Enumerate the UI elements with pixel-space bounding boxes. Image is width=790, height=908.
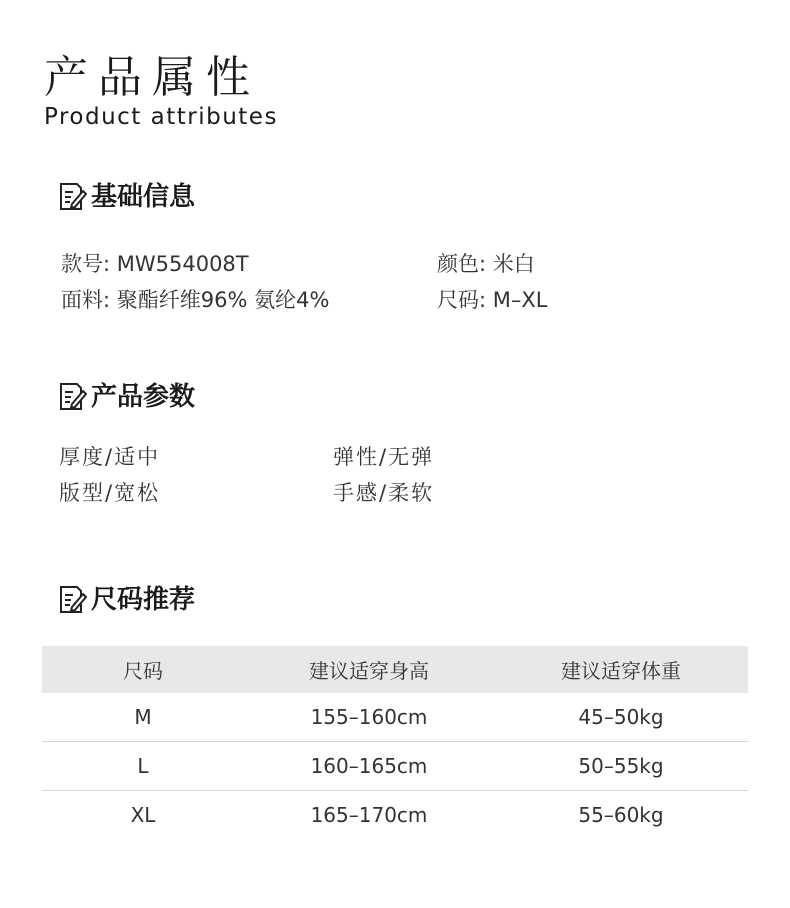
header-weight: 建议适穿体重 <box>494 646 748 693</box>
cell-weight: 50–55kg <box>494 742 748 791</box>
section-heading-label: 产品参数 <box>91 382 196 412</box>
table-row <box>42 791 748 840</box>
param-thickness: 厚度/适中 <box>59 445 161 469</box>
cell-weight: 55–60kg <box>578 803 664 827</box>
header-height: 建议适穿身高 <box>244 646 494 693</box>
header-size: 尺码 <box>42 646 244 693</box>
style-number: 款号: MW554008T <box>61 252 249 276</box>
cell-height: 165–170cm <box>310 803 428 827</box>
section-heading-basic <box>59 180 195 214</box>
cell-height: 155–160cm <box>244 693 494 742</box>
cell-size: M <box>42 693 244 742</box>
size-table <box>42 646 748 839</box>
table-row <box>42 742 748 791</box>
param-fit: 版型/宽松 <box>59 481 161 505</box>
page-title: 产品属性 <box>44 52 260 103</box>
size-range: 尺码: M–XL <box>437 288 548 312</box>
section-heading-size <box>59 583 195 617</box>
table-header-row <box>42 646 748 693</box>
table-row <box>42 693 748 742</box>
fabric-value: 面料: 聚酯纤维96% 氨纶4% <box>61 288 330 312</box>
page-subtitle: Product attributes <box>44 104 278 130</box>
section-heading-label: 尺码推荐 <box>91 585 196 615</box>
section-heading-label: 基础信息 <box>91 182 196 212</box>
color-value: 颜色: 米白 <box>437 252 535 276</box>
cell-size: XL <box>130 803 156 827</box>
param-elasticity: 弹性/无弹 <box>333 445 435 469</box>
cell-height: 160–165cm <box>244 742 494 791</box>
edit-note-icon <box>59 585 87 615</box>
cell-size: L <box>42 742 244 791</box>
param-feel: 手感/柔软 <box>333 481 435 505</box>
edit-note-icon <box>59 182 87 212</box>
section-heading-params <box>59 380 195 414</box>
cell-weight: 45–50kg <box>494 693 748 742</box>
edit-note-icon <box>59 382 87 412</box>
